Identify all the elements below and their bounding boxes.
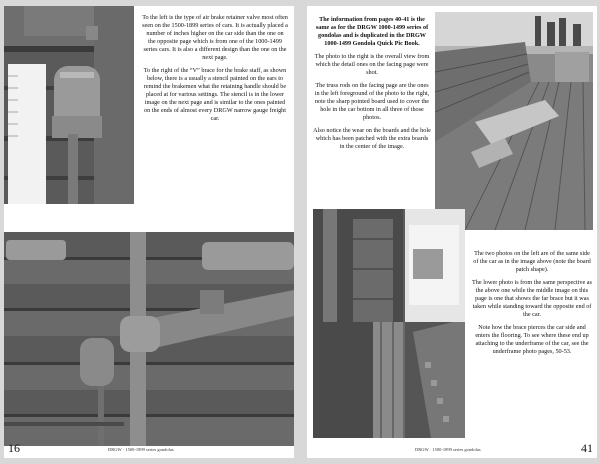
footer-left: DRGW · 1500-1899 series gondolas (108, 447, 174, 452)
footer-right: DRGW · 1500-1899 series gondolas (415, 447, 481, 452)
truss-rods-paragraph: The truss rods on the facing page are the ones in the left foreground of the photo to the right, note the sharp pointed board used to cover the hole in the car bottom in all three of those photos. (314, 82, 430, 121)
right-top-text-block (313, 16, 431, 156)
page-number-right: 41 (581, 441, 593, 455)
right-side-text-block (471, 250, 593, 361)
overall-gondola-photo (435, 12, 593, 230)
two-photos-caption: The two photos on the left are of the same side of the car as in the image above (note the board patch shape). (473, 250, 591, 273)
v-brace-photo (4, 232, 294, 446)
retainer-paragraph: To the left is the type of air brake retainer valve most often seen on the 1500-1899 series of cars. It is actually placed a number of inches higher on the car side than the one on the opposite page which is from one of the 1000-1499 series cars. It is also a different design than the one on the next page. (142, 14, 288, 61)
right-page (307, 6, 597, 458)
left-page (4, 6, 294, 458)
page-number-left: 16 (8, 441, 20, 455)
stencil-paragraph: To the right of the “V” brace for the brake staff, as shown below, there is a usually a stencil painted on the ears to remind the brakemen what the retaining handle should be placed at for various settings. The stencil is in the lower image on the next page and is similar to the ones painted on the ends of almost every DRGW narrow gauge freight car. (143, 67, 287, 122)
overall-view-paragraph: The photo to the right is the overall view from which the detail ones on the facing page were shot. (314, 53, 430, 76)
car-side-photo-top (313, 209, 465, 322)
board-wear-paragraph: Also notice the wear on the boards and the hole which has been patched with the extra boards in the center of the image. (313, 127, 431, 150)
retainer-valve-photo (4, 6, 134, 204)
brace-caption: Note how the brace pierces the car side and enters the flooring. To see where these end up attaching to the underframe of the car, see the underframe photo pages, 50-53. (475, 324, 589, 355)
duplicate-info-note: The information from pages 40-41 is the same as for the DRGW 1000-1499 series of gondolas and is duplicated in the DRGW 1000-1499 Gondola Quick Pic Book. (315, 16, 429, 47)
left-text-block (142, 14, 288, 128)
car-side-photo-bottom (313, 322, 465, 438)
lower-photo-caption: The lower photo is from the same perspective as the above one while the middle image on this page is one that shows the far brace but it was taken while standing toward the opposite end of the car. (472, 279, 592, 318)
